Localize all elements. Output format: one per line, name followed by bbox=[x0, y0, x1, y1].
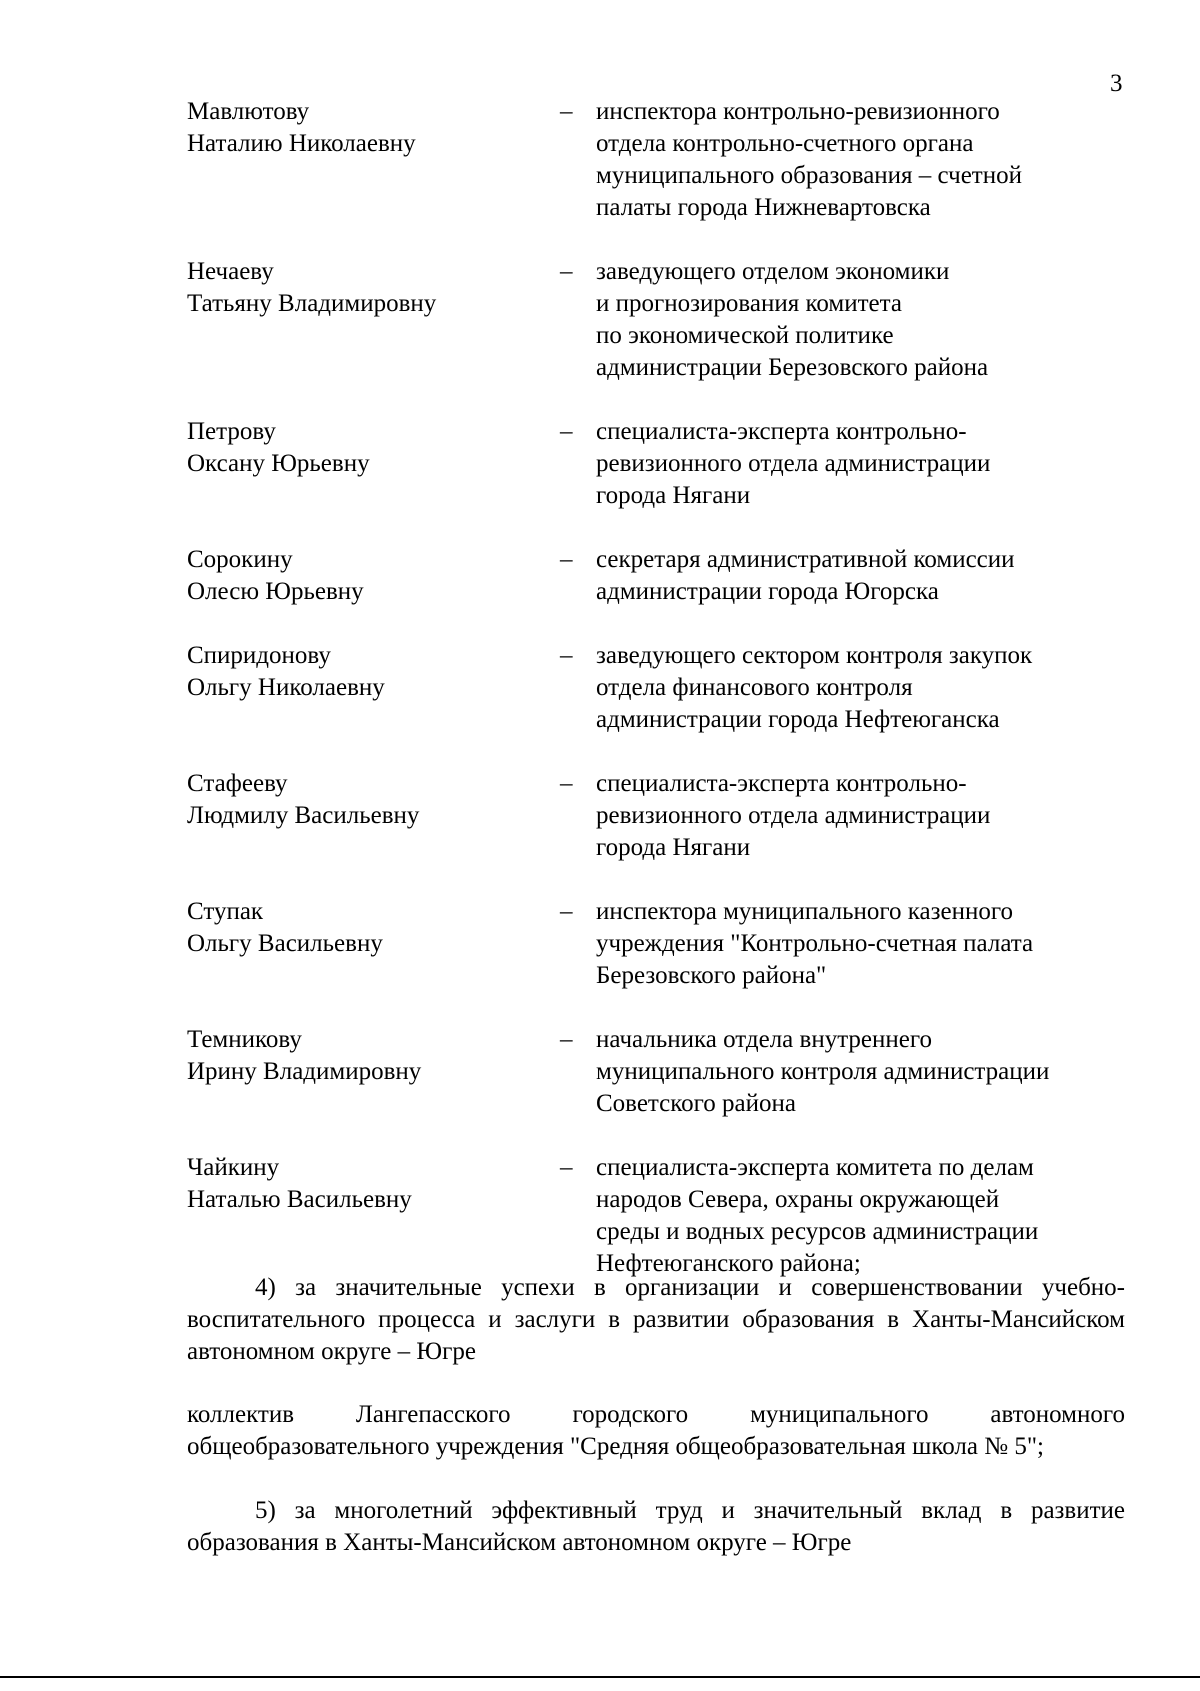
recipient-entry bbox=[0, 640, 1200, 736]
position-line: инспектора контрольно-ревизионного bbox=[596, 98, 1000, 125]
surname: Нечаеву bbox=[187, 258, 274, 285]
position-line: ревизионного отдела администрации bbox=[596, 802, 991, 829]
recipient-position bbox=[596, 640, 1136, 736]
separator-dash: – bbox=[560, 258, 573, 285]
position-line: города Нягани bbox=[596, 482, 751, 509]
position-line: Советского района bbox=[596, 1090, 796, 1117]
surname: Стафееву bbox=[187, 770, 288, 797]
position-line: заведующего сектором контроля закупок bbox=[596, 642, 1033, 669]
recipient-name bbox=[0, 896, 560, 992]
recipient-entry bbox=[0, 896, 1200, 992]
given-names: Ольгу Николаевну bbox=[187, 674, 385, 701]
position-line: города Нягани bbox=[596, 834, 751, 861]
recipient-position bbox=[596, 544, 1136, 608]
surname: Мавлютову bbox=[187, 98, 310, 125]
surname: Чайкину bbox=[187, 1154, 280, 1181]
position-line: палаты города Нижневартовска bbox=[596, 194, 931, 221]
recipient-name bbox=[0, 1152, 560, 1280]
position-line: Березовского района" bbox=[596, 962, 827, 989]
position-line: секретаря административной комиссии bbox=[596, 546, 1015, 573]
position-line: народов Севера, охраны окружающей bbox=[596, 1186, 1000, 1213]
recipient-entry bbox=[0, 256, 1200, 384]
position-line: ревизионного отдела администрации bbox=[596, 450, 991, 477]
recipient-entry bbox=[0, 1024, 1200, 1120]
position-line: специалиста-эксперта комитета по делам bbox=[596, 1154, 1034, 1181]
recipient-position bbox=[596, 96, 1136, 224]
separator-dash: – bbox=[560, 770, 573, 797]
position-line: заведующего отделом экономики bbox=[596, 258, 950, 285]
position-line: начальника отдела внутреннего bbox=[596, 1026, 933, 1053]
position-line: специалиста-эксперта контрольно- bbox=[596, 770, 967, 797]
given-names: Татьяну Владимировну bbox=[187, 290, 437, 317]
recipient-position bbox=[596, 896, 1136, 992]
recipient-position bbox=[596, 256, 1136, 384]
recipient-position bbox=[596, 416, 1136, 512]
page-bottom-rule bbox=[0, 1676, 1200, 1678]
item-5-paragraph: 5) за многолетний эффективный труд и значительный вклад в развитие образования в Ханты-Мансийском автономном округе – Югре bbox=[187, 1497, 1125, 1556]
position-line: по экономической политике bbox=[596, 322, 894, 349]
position-line: среды и водных ресурсов администрации bbox=[596, 1218, 1039, 1245]
recipient-entry bbox=[0, 544, 1200, 608]
given-names: Людмилу Васильевну bbox=[187, 802, 420, 829]
position-line: и прогнозирования комитета bbox=[596, 290, 902, 317]
recipient-name bbox=[0, 640, 560, 736]
recipient-position bbox=[596, 1024, 1136, 1120]
position-line: муниципального контроля администрации bbox=[596, 1058, 1050, 1085]
given-names: Олесю Юрьевну bbox=[187, 578, 364, 605]
surname: Темникову bbox=[187, 1026, 302, 1053]
award-recipients-list bbox=[0, 96, 1200, 1280]
recipient-position bbox=[596, 1152, 1136, 1280]
separator-dash: – bbox=[560, 98, 573, 125]
separator-dash: – bbox=[560, 546, 573, 573]
recipient-name bbox=[0, 1024, 560, 1120]
surname: Спиридонову bbox=[187, 642, 331, 669]
position-line: специалиста-эксперта контрольно- bbox=[596, 418, 967, 445]
separator-dash: – bbox=[560, 1026, 573, 1053]
recipient-entry bbox=[0, 96, 1200, 224]
given-names: Ольгу Васильевну bbox=[187, 930, 383, 957]
position-line: администрации города Нефтеюганска bbox=[596, 706, 1000, 733]
position-line: муниципального образования – счетной bbox=[596, 162, 1022, 189]
separator-dash: – bbox=[560, 1154, 573, 1181]
given-names: Наталию Николаевну bbox=[187, 130, 416, 157]
recipient-entry bbox=[0, 768, 1200, 864]
separator-dash: – bbox=[560, 418, 573, 445]
collective-paragraph: коллектив Лангепасского городского муниципального автономного общеобразовательного учреждения "Средняя общеобразовательная школа № 5"; bbox=[187, 1401, 1125, 1460]
recipient-name bbox=[0, 768, 560, 864]
recipient-name bbox=[0, 96, 560, 224]
position-line: администрации Березовского района bbox=[596, 354, 989, 381]
position-line: отдела финансового контроля bbox=[596, 674, 913, 701]
position-line: администрации города Югорска bbox=[596, 578, 939, 605]
surname: Петрову bbox=[187, 418, 276, 445]
position-line: Нефтеюганского района; bbox=[596, 1250, 861, 1277]
separator-dash: – bbox=[560, 642, 573, 669]
position-line: учреждения "Контрольно-счетная палата bbox=[596, 930, 1034, 957]
given-names: Оксану Юрьевну bbox=[187, 450, 370, 477]
given-names: Наталью Васильевну bbox=[187, 1186, 412, 1213]
surname: Сорокину bbox=[187, 546, 293, 573]
given-names: Ирину Владимировну bbox=[187, 1058, 422, 1085]
recipient-name bbox=[0, 416, 560, 512]
page-number: 3 bbox=[1110, 70, 1123, 97]
recipient-name bbox=[0, 544, 560, 608]
recipient-entry bbox=[0, 1152, 1200, 1280]
recipient-name bbox=[0, 256, 560, 384]
position-line: инспектора муниципального казенного bbox=[596, 898, 1013, 925]
surname: Ступак bbox=[187, 898, 264, 925]
separator-dash: – bbox=[560, 898, 573, 925]
recipient-entry bbox=[0, 416, 1200, 512]
recipient-position bbox=[596, 768, 1136, 864]
position-line: отдела контрольно-счетного органа bbox=[596, 130, 974, 157]
item-4-paragraph: 4) за значительные успехи в организации и совершенствовании учебно-воспитательного процесса и заслуги в развитии образования в Ханты-Мансийском автономном округе – Югре bbox=[187, 1274, 1125, 1365]
